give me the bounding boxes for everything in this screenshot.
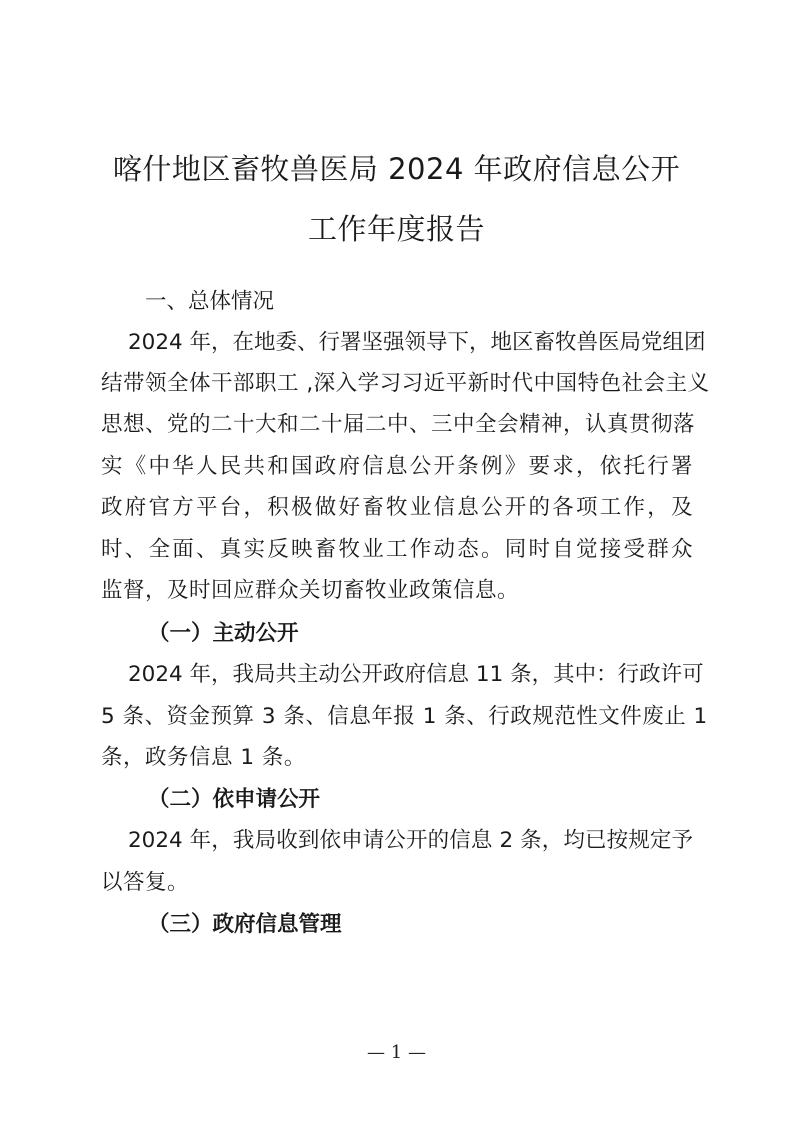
- document-title-line2: 工作年度报告: [307, 212, 485, 246]
- paragraph-line: 2024 年，我局共主动公开政府信息 11 条，其中：行政许可: [128, 662, 704, 687]
- paragraph-line: 政府官方平台，积极做好畜牧业信息公开的各项工作，及: [101, 495, 693, 520]
- subsection-heading-info-management: （三）政府信息管理: [148, 912, 342, 937]
- paragraph-line: 思想、党的二十大和二十届二中、三中全会精神，认真贯彻落: [101, 412, 696, 437]
- paragraph-line: 2024 年，在地委、行署坚强领导下，地区畜牧兽医局党组团: [128, 330, 706, 355]
- paragraph-line: 条，政务信息 1 条。: [101, 745, 306, 770]
- paragraph-line: 2024 年，我局收到依申请公开的信息 2 条，均已按规定予: [128, 828, 693, 853]
- subsection-heading-proactive: （一）主动公开: [148, 621, 299, 646]
- page-number: — 1 —: [367, 1042, 426, 1063]
- paragraph-line: 5 条、资金预算 3 条、信息年报 1 条、行政规范性文件废止 1: [101, 704, 708, 729]
- subsection-heading-on-request: （二）依申请公开: [148, 787, 321, 812]
- paragraph-line: 结带领全体干部职工 ,深入学习习近平新时代中国特色社会主义: [101, 371, 710, 396]
- paragraph-line: 时、全面、真实反映畜牧业工作动态。同时自觉接受群众: [101, 537, 693, 562]
- document-title-line1: 喀什地区畜牧兽医局 2024 年政府信息公开: [112, 152, 681, 186]
- paragraph-line: 实《中华人民共和国政府信息公开条例》要求，依托行署: [101, 454, 693, 479]
- paragraph-line: 监督，及时回应群众关切畜牧业政策信息。: [101, 578, 520, 603]
- section-heading-general: 一、总体情况: [145, 289, 275, 314]
- paragraph-line: 以答复。: [101, 870, 190, 895]
